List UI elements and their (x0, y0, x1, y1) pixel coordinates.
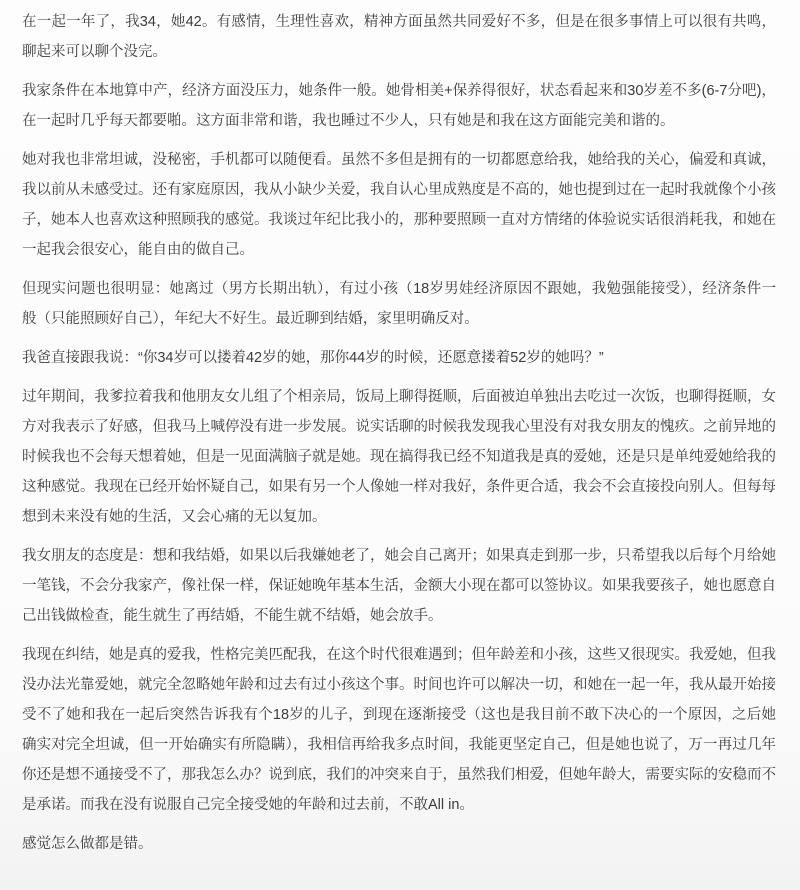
paragraph-conditions: 我家条件在本地算中产，经济方面没压力，她条件一般。她骨相美+保养得很好，状态看起来和30岁差不多(6-7分吧)，在一起时几乎每天都要啪。这方面非常和谐，我也睡过不少人，只有她是和我在这方面能完美和谐的。 (22, 83, 776, 129)
paragraph-blind-date: 过年期间，我爹拉着我和他朋友女儿组了个相亲局，饭局上聊得挺顺，后面被迫单独出去吃过一次饭，也聊得挺顺，女方对我表示了好感，但我马上喊停没有进一步发展。说实话聊的时候我发现我心里没有对我女朋友的愧疚。之前异地的时候我也不会每天想着她，但是一见面满脑子就是她。现在搞得我已经不知道我是真的爱她，还是只是单纯爱她给我的这种感觉。我现在已经开始怀疑自己，如果有另一个人像她一样对我好，条件更合适，我会不会直接投向别人。但每每想到未来没有她的生活，又会心痛的无以复加。 (22, 389, 776, 525)
paragraph-conclusion: 感觉怎么做都是错。 (22, 836, 153, 852)
paragraph-honesty: 她对我也非常坦诚，没秘密，手机都可以随便看。虽然不多但是拥有的一切都愿意给我，她给我的关心，偏爱和真诚，我以前从未感受过。还有家庭原因，我从小缺少关爱，我自认心里成熟度是不高的，她也提到过在一起时我就像个小孩子，她本人也喜欢这种照顾我的感觉。我谈过年纪比我小的，那种要照顾一直对方情绪的体验说实话很消耗我，和她在一起我会很安心，能自由的做自己。 (22, 152, 776, 258)
paragraph-problems: 但现实问题也很明显：她离过（男方长期出轨），有过小孩（18岁男娃经济原因不跟她，我勉强能接受），经济条件一般（只能照顾好自己），年纪大不好生。最近聊到结婚，家里明确反对。 (22, 281, 776, 327)
paragraph-dilemma: 我现在纠结，她是真的爱我，性格完美匹配我，在这个时代很难遇到；但年龄差和小孩，这些又很现实。我爱她，但我没办法光靠爱她，就完全忽略她年龄和过去有过小孩这个事。时间也许可以解决一切，和她在一起一年，我从最开始接受不了她和我在一起后突然告诉我有个18岁的儿子，到现在逐渐接受（这也是我目前不敢下决心的一个原因，之后她确实对完全坦诚，但一开始确实有所隐瞒），我相信再给我多点时间，我能更坚定自己，但是她也说了，万一再过几年你还是想不通接受不了，那我怎么办？说到底，我们的冲突来自于，虽然我们相爱，但她年龄大，需要实际的安稳而不是承诺。而我在没有说服自己完全接受她的年龄和过去前，不敢All in。 (22, 647, 776, 813)
paragraph-father-quote: 我爸直接跟我说：“你34岁可以搂着42岁的她，那你44岁的时候，还愿意搂着52岁的她吗？” (22, 350, 604, 366)
paragraph-intro: 在一起一年了，我34，她42。有感情，生理性喜欢，精神方面虽然共同爱好不多，但是在很多事情上可以很有共鸣，聊起来可以聊个没完。 (22, 14, 776, 60)
paragraph-girlfriend-attitude: 我女朋友的态度是：想和我结婚，如果以后我嫌她老了，她会自己离开；如果真走到那一步，只希望我以后每个月给她一笔钱，不会分我家产，像社保一样，保证她晚年基本生活，金额大小现在都可以签协议。如果我要孩子，她也愿意自己出钱做检查，能生就生了再结婚，不能生就不结婚，她会放手。 (22, 548, 776, 624)
